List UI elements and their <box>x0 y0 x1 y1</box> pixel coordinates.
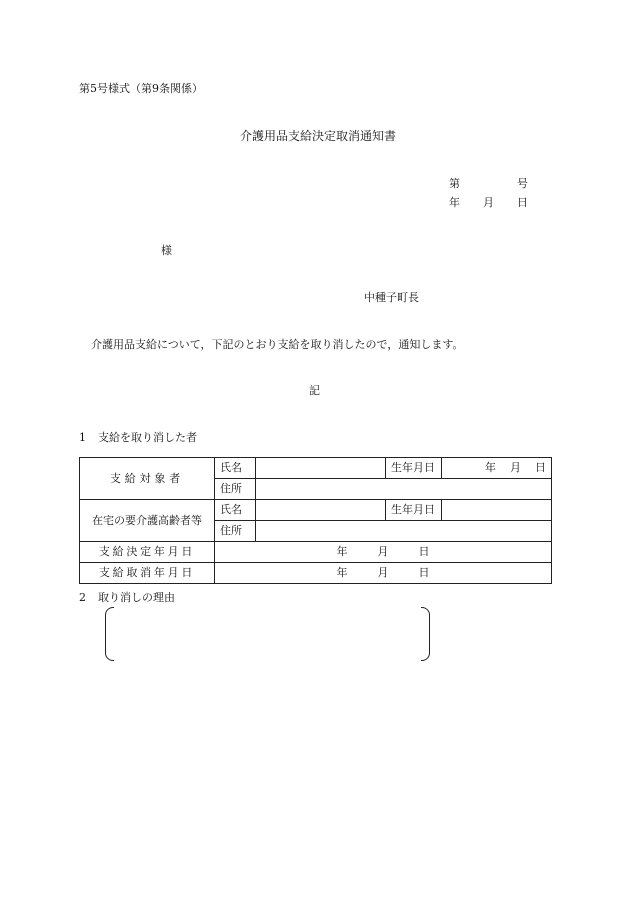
elderly-birthdate-value <box>442 500 552 521</box>
elderly-name-label: 氏名 <box>215 500 256 521</box>
decision-date-value <box>215 542 552 563</box>
elderly-address-value <box>256 521 552 542</box>
doc-number-prefix: 第 <box>449 177 460 190</box>
recipient-label: 支給対象者 <box>80 458 215 500</box>
table-row <box>80 500 552 521</box>
section1-heading <box>79 431 197 445</box>
recipient-name-label: 氏名 <box>215 458 256 479</box>
addressee-suffix: 様 <box>161 244 172 257</box>
table-row <box>80 542 552 563</box>
cancel-date-label: 支給取消年月日 <box>80 563 215 584</box>
decision-month-label: 月 <box>377 545 389 558</box>
section2-title: 取り消しの理由 <box>98 591 175 604</box>
issuer-name: 中種子町長 <box>364 291 419 304</box>
cancel-year-label: 年 <box>336 566 348 579</box>
document-title: 介護用品支給決定取消通知書 <box>240 129 397 143</box>
section2-heading <box>79 591 175 605</box>
birth-year-label: 年 <box>485 461 496 474</box>
table-row <box>80 458 552 479</box>
cancelled-person-table <box>79 457 552 584</box>
cancel-day-label: 日 <box>418 566 430 579</box>
decision-date-label: 支給決定年月日 <box>80 542 215 563</box>
date-month-label: 月 <box>483 196 494 209</box>
birth-day-label: 日 <box>535 461 546 474</box>
cancel-date-value <box>215 563 552 584</box>
recipient-birthdate-value <box>442 458 552 479</box>
section1-number: 1 <box>79 431 86 444</box>
decision-day-label: 日 <box>418 545 430 558</box>
doc-number-suffix: 号 <box>517 177 528 190</box>
date-year-label: 年 <box>449 196 460 209</box>
birth-month-label: 月 <box>510 461 521 474</box>
section1-title: 支給を取り消した者 <box>98 431 197 444</box>
body-text: 介護用品支給について，下記のとおり支給を取り消したので，通知します。 <box>91 338 464 351</box>
elderly-name-value <box>256 500 386 521</box>
elderly-birthdate-label: 生年月日 <box>386 500 442 521</box>
recipient-address-label: 住所 <box>215 479 256 500</box>
decision-year-label: 年 <box>336 545 348 558</box>
section2-number: 2 <box>79 591 86 604</box>
reason-bracket-left <box>105 607 114 661</box>
ki-heading: 記 <box>309 384 320 397</box>
cancel-month-label: 月 <box>377 566 389 579</box>
recipient-name-value <box>256 458 386 479</box>
form-number: 第5号様式（第9条関係） <box>79 82 203 95</box>
recipient-birthdate-label: 生年月日 <box>386 458 442 479</box>
reason-bracket-right <box>421 607 430 661</box>
elderly-label: 在宅の要介護高齢者等 <box>80 500 215 542</box>
date-day-label: 日 <box>517 196 528 209</box>
table-row <box>80 563 552 584</box>
recipient-address-value <box>256 479 552 500</box>
elderly-address-label: 住所 <box>215 521 256 542</box>
